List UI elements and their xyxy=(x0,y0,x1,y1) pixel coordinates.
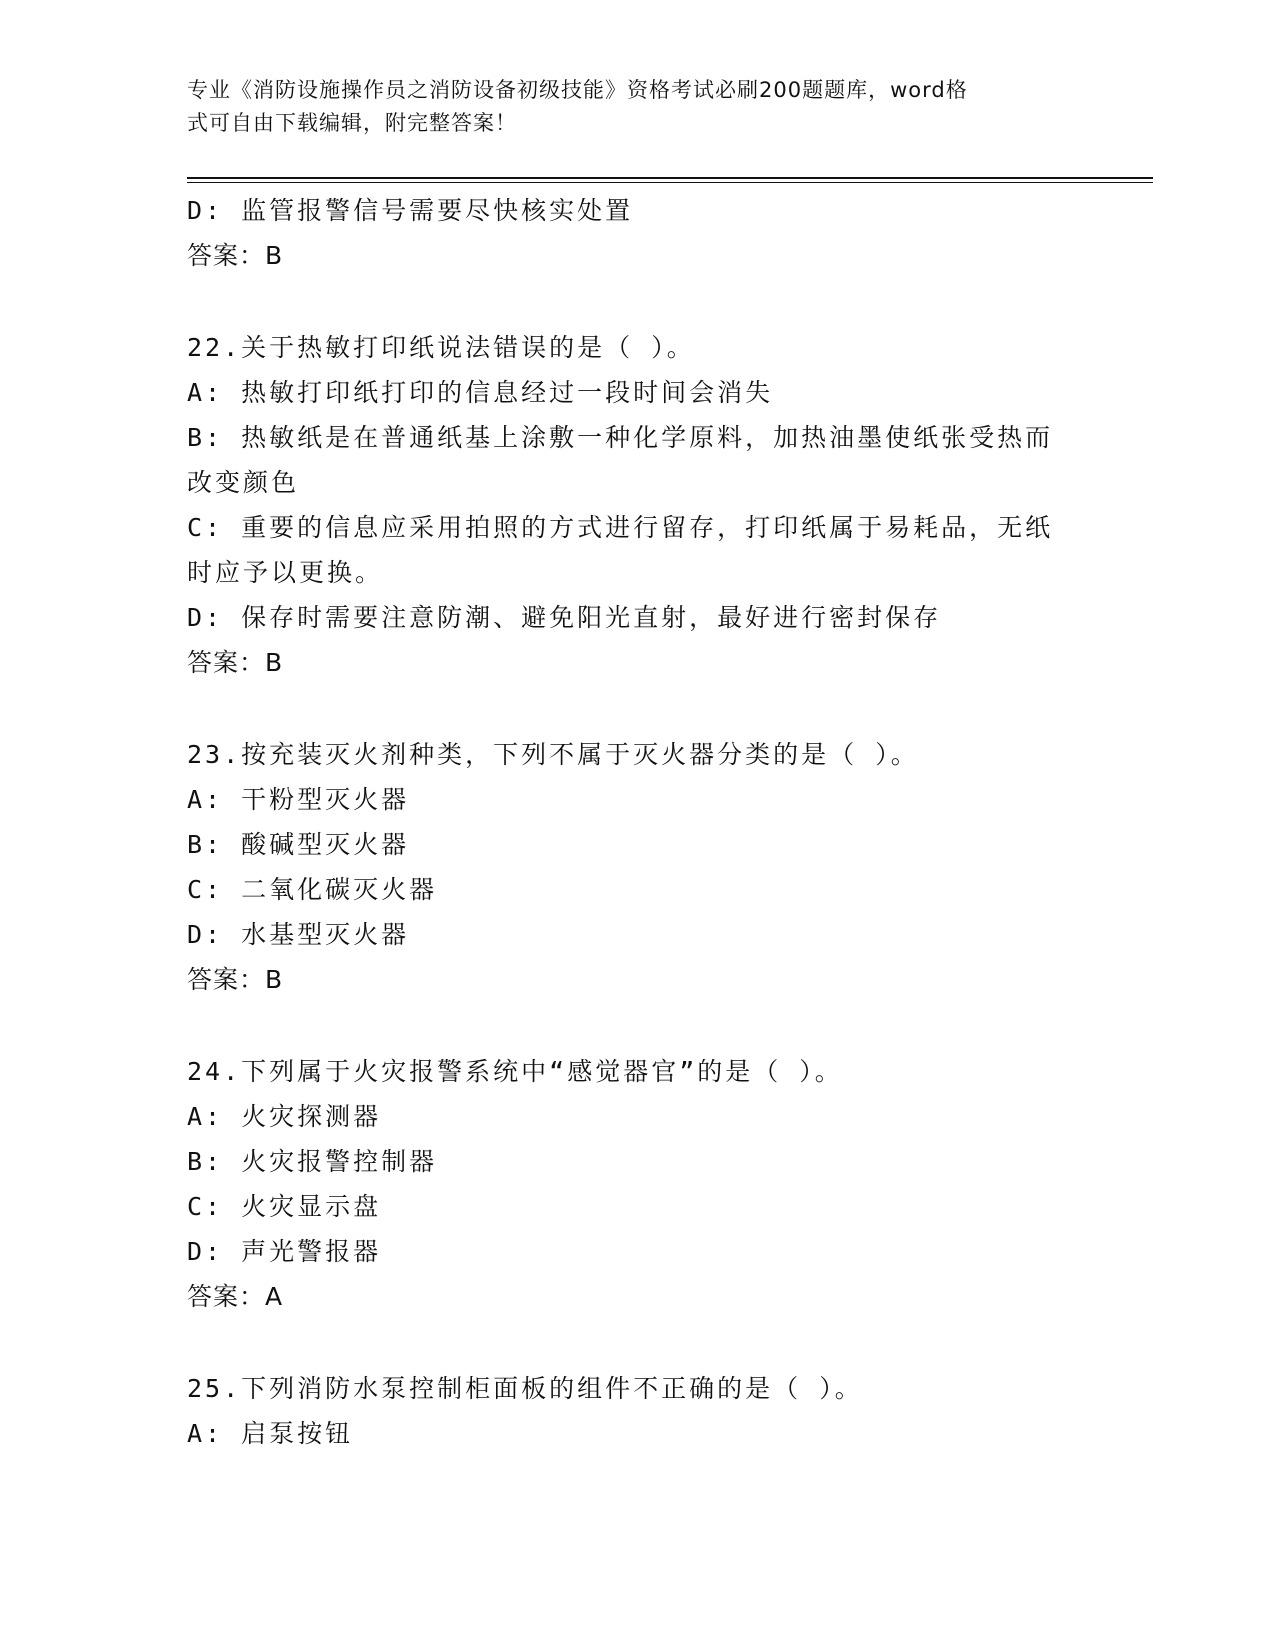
answer: 答案：A xyxy=(187,1282,284,1311)
question-stem: 22.关于热敏打印纸说法错误的是（ ）。 xyxy=(187,333,695,362)
header-divider-thin xyxy=(187,182,1153,183)
option-c: C: 重要的信息应采用拍照的方式进行留存，打印纸属于易耗品，无纸 xyxy=(187,513,1054,542)
answer: 答案：B xyxy=(187,648,284,677)
option-b: B: 火灾报警控制器 xyxy=(187,1147,438,1176)
header-line-2: 式可自由下载编辑，附完整答案！ xyxy=(187,111,517,135)
question-22 xyxy=(187,325,1087,685)
option-a: A: 干粉型灭火器 xyxy=(187,785,410,814)
option-d: D: 水基型灭火器 xyxy=(187,920,410,949)
previous-question-tail xyxy=(187,188,1087,278)
page-header xyxy=(187,74,1077,140)
question-stem: 25.下列消防水泵控制柜面板的组件不正确的是（ ）。 xyxy=(187,1374,863,1403)
document-body xyxy=(187,188,1087,1456)
option-a: A: 启泵按钮 xyxy=(187,1419,354,1448)
question-23 xyxy=(187,732,1087,1002)
answer: 答案：B xyxy=(187,241,284,270)
question-25 xyxy=(187,1366,1087,1456)
option-c-continued: 时应予以更换。 xyxy=(187,558,384,587)
option-c: C: 火灾显示盘 xyxy=(187,1192,382,1221)
option-b-continued: 改变颜色 xyxy=(187,468,300,497)
option-c: C: 二氧化碳灭火器 xyxy=(187,875,438,904)
option-d: D: 声光警报器 xyxy=(187,1237,382,1266)
header-divider-thick xyxy=(187,177,1153,179)
option-d: D: 保存时需要注意防潮、避免阳光直射，最好进行密封保存 xyxy=(187,603,942,632)
answer: 答案：B xyxy=(187,965,284,994)
option-a: A: 火灾探测器 xyxy=(187,1102,382,1131)
question-24 xyxy=(187,1049,1087,1319)
header-line-1: 专业《消防设施操作员之消防设备初级技能》资格考试必刷200题题库，word格 xyxy=(187,78,968,102)
question-stem: 24.下列属于火灾报警系统中“感觉器官”的是（ ）。 xyxy=(187,1057,843,1086)
option-b: B: 热敏纸是在普通纸基上涂敷一种化学原料，加热油墨使纸张受热而 xyxy=(187,423,1054,452)
question-stem: 23.按充装灭火剂种类，下列不属于灭火器分类的是（ ）。 xyxy=(187,740,919,769)
option-d: D: 监管报警信号需要尽快核实处置 xyxy=(187,196,634,225)
option-b: B: 酸碱型灭火器 xyxy=(187,830,410,859)
option-a: A: 热敏打印纸打印的信息经过一段时间会消失 xyxy=(187,378,774,407)
